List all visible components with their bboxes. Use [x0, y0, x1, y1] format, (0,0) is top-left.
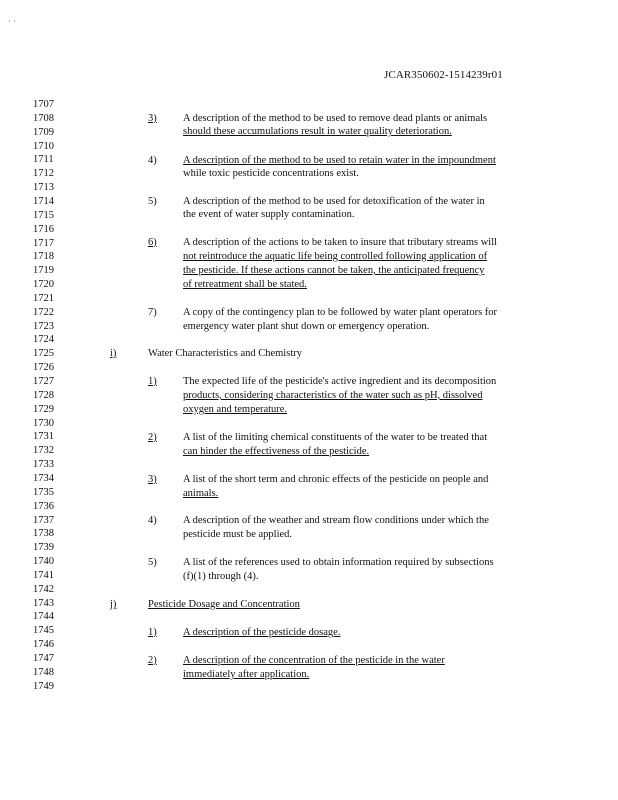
section-heading: Pesticide Dosage and Concentration: [148, 599, 300, 610]
item-text-line: A list of the limiting chemical constituents of the water to be treated that: [183, 432, 488, 443]
item-text-line: A description of the concentration of the pesticide in the water: [183, 655, 445, 666]
section-letter: i): [110, 348, 117, 359]
item-number: 2): [148, 655, 157, 666]
line-number: 1734: [33, 472, 54, 484]
item-number: 3): [148, 474, 157, 485]
line-number: 1725: [33, 348, 54, 360]
line-number: 1744: [33, 611, 54, 623]
item-number: 5): [148, 196, 157, 207]
item-number: 2): [148, 432, 157, 443]
line-number: 1708: [33, 112, 54, 124]
line-number: 1748: [33, 666, 54, 678]
line-number: 1715: [33, 209, 54, 221]
line-number: 1716: [33, 223, 54, 235]
section-heading: Water Characteristics and Chemistry: [148, 348, 302, 359]
line-number: 1738: [33, 528, 54, 540]
line-number: 1745: [33, 625, 54, 637]
item-number: 4): [148, 155, 157, 166]
item-number: 4): [148, 515, 157, 526]
line-number: 1727: [33, 376, 54, 387]
item-number: 6): [148, 237, 157, 248]
item-text-line: the event of water supply contamination.: [183, 209, 355, 220]
line-number: 1746: [33, 639, 54, 651]
item-text-line: A description of the method to be used to retain water in the impoundment: [183, 155, 496, 166]
item-text-line: immediately after application.: [183, 669, 310, 680]
document-id: JCAR350602-1514239r01: [384, 69, 503, 81]
item-text-line: oxygen and temperature.: [183, 404, 288, 415]
line-number: 1720: [33, 279, 54, 291]
line-number: 1721: [33, 292, 54, 304]
line-number: 1742: [33, 583, 54, 595]
line-number: 1732: [33, 445, 54, 457]
item-number: 1): [148, 627, 157, 638]
line-number: 1730: [33, 417, 54, 429]
item-text-line: emergency water plant shut down or emergency operation.: [183, 321, 430, 332]
line-number: 1724: [33, 334, 54, 346]
line-number: 1709: [33, 126, 54, 138]
item-number: 7): [148, 307, 157, 318]
item-text-line: A list of the short term and chronic effects of the pesticide on people and: [183, 474, 489, 485]
item-text-line: A description of the pesticide dosage.: [183, 627, 341, 638]
scan-corner-mark: · ·: [8, 16, 17, 26]
item-text-line: the pesticide. If these actions cannot be taken, the anticipated frequency: [183, 265, 485, 276]
line-number: 1743: [33, 597, 54, 609]
line-number: 1722: [33, 306, 54, 318]
item-text-line: A description of the actions to be taken to insure that tributary streams will: [183, 237, 498, 248]
item-text-line: A copy of the contingency plan to be followed by water plant operators for: [183, 307, 498, 318]
line-number: 1735: [33, 486, 54, 498]
line-number: 1717: [33, 237, 54, 249]
item-number: 3): [148, 113, 157, 124]
line-number: 1731: [33, 431, 54, 443]
line-number: 1718: [33, 251, 54, 263]
line-number: 1736: [33, 500, 54, 512]
line-number: 1741: [33, 569, 54, 581]
item-text-line: A description of the weather and stream flow conditions under which the: [183, 515, 489, 526]
line-number: 1739: [33, 542, 54, 554]
line-number: 1723: [33, 320, 54, 332]
line-number: 1729: [33, 403, 54, 415]
line-number: 1713: [33, 182, 54, 194]
item-number: 5): [148, 557, 157, 568]
item-text-line: animals.: [183, 488, 219, 499]
line-number: 1740: [33, 556, 54, 568]
line-number: 1747: [33, 653, 54, 664]
line-number: 1719: [33, 265, 54, 277]
line-number: 1710: [33, 140, 54, 152]
line-number: 1737: [33, 514, 54, 526]
line-number: 1711: [33, 154, 54, 166]
line-number: 1726: [33, 362, 54, 374]
item-text-line: should these accumulations result in water quality deterioration.: [183, 126, 452, 137]
item-number: 1): [148, 376, 157, 387]
item-text-line: (f)(1) through (4).: [183, 571, 259, 582]
line-number: 1728: [33, 389, 54, 401]
line-number: 1733: [33, 459, 54, 471]
item-text-line: The expected life of the pesticide's active ingredient and its decomposition: [183, 376, 497, 387]
item-text-line: products, considering characteristics of the water such as pH, dissolved: [183, 390, 483, 401]
item-text-line: pesticide must be applied.: [183, 529, 293, 540]
item-text-line: A description of the method to be used for detoxification of the water in: [183, 196, 485, 207]
line-number: 1714: [33, 195, 54, 207]
item-text-line: not reintroduce the aquatic life being controlled following application of: [183, 251, 488, 262]
section-letter: j): [110, 599, 117, 610]
line-number: 1749: [33, 680, 54, 692]
item-text-line: of retreatment shall be stated.: [183, 279, 307, 290]
line-number: 1712: [33, 168, 54, 180]
item-text-line: while toxic pesticide concentrations exist.: [183, 168, 359, 179]
line-number: 1707: [33, 99, 54, 110]
item-text-line: can hinder the effectiveness of the pesticide.: [183, 446, 370, 457]
item-text-line: A list of the references used to obtain information required by subsections: [183, 557, 494, 568]
item-text-line: A description of the method to be used to remove dead plants or animals: [183, 113, 488, 124]
